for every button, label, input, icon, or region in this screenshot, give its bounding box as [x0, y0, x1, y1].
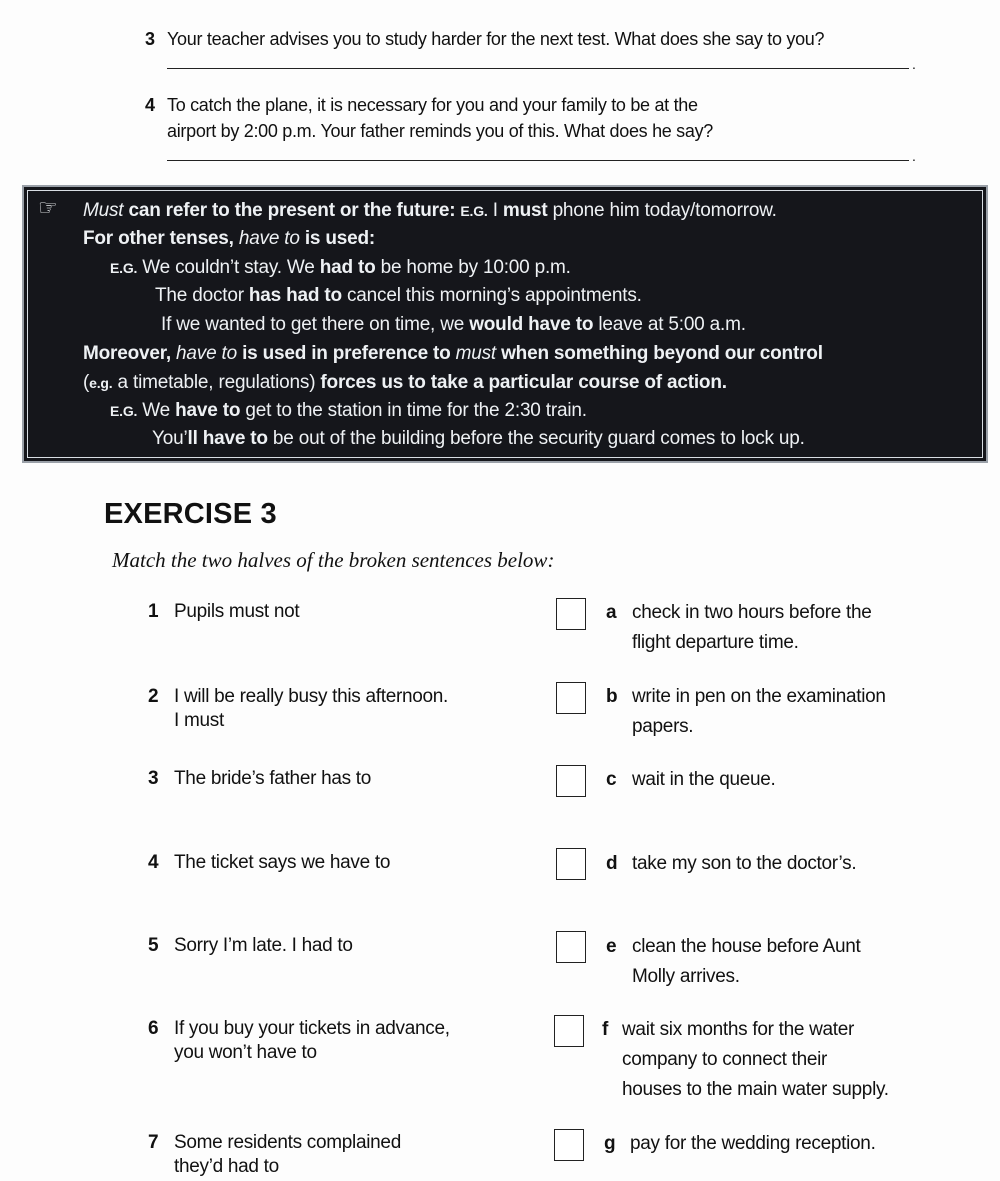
question-4 [145, 92, 713, 144]
pointing-hand-icon: ☞ [38, 195, 58, 220]
question-number: 3 [145, 29, 155, 49]
right-item-b: b write in pen on the examination papers. [606, 686, 886, 737]
note-line-6: Moreover, have to is used in preference to must when something beyond our control [83, 343, 823, 364]
left-item-7: 7 Some residents complained they’d had to [148, 1132, 401, 1177]
note-line-5: If we wanted to get there on time, we would have to leave at 5:00 a.m. [161, 314, 746, 335]
note-line-7: (e.g. a timetable, regulations) forces us to take a particular course of action. [83, 372, 727, 393]
note-line-1: Must can refer to the present or the future: E.G. I must phone him today/tomorrow. [83, 200, 777, 221]
answer-box-b[interactable] [556, 682, 586, 714]
note-line-3: E.G. We couldn’t stay. We had to be home by 10:00 p.m. [110, 257, 571, 278]
question-text-line2: airport by 2:00 p.m. Your father reminds you of this. What does he say? [167, 121, 714, 141]
right-item-g: g pay for the wedding reception. [604, 1133, 876, 1154]
answer-box-d[interactable] [556, 848, 586, 880]
answer-period: . [912, 56, 916, 72]
note-line-8: E.G. We have to get to the station in time for the 2:30 train. [110, 400, 587, 421]
question-text: Your teacher advises you to study harder for the next test. What does she say to you? [167, 29, 825, 49]
right-item-a: a check in two hours before the flight departure time. [606, 602, 872, 653]
left-item-4: 4 The ticket says we have to [148, 852, 391, 873]
exercise-title: EXERCISE 3 [104, 498, 277, 530]
answer-box-e[interactable] [556, 931, 586, 963]
answer-period: . [912, 148, 916, 164]
answer-line-3[interactable] [167, 68, 909, 69]
left-item-6: 6 If you buy your tickets in advance, you won’t have to [148, 1018, 450, 1063]
answer-box-g[interactable] [554, 1129, 584, 1161]
left-item-3: 3 The bride’s father has to [148, 768, 372, 789]
note-line-4: The doctor has had to cancel this morning’s appointments. [155, 285, 642, 306]
right-item-e: e clean the house before Aunt Molly arrives. [606, 936, 861, 987]
exercise-instruction: Match the two halves of the broken sentences below: [112, 548, 555, 572]
note-line-2: For other tenses, have to is used: [83, 228, 376, 249]
note-line-9: You’ll have to be out of the building before the security guard comes to lock up. [152, 428, 805, 449]
right-item-c: c wait in the queue. [606, 769, 776, 790]
question-number: 4 [145, 95, 155, 115]
question-text-line1: To catch the plane, it is necessary for you and your family to be at the [167, 95, 698, 115]
left-item-5: 5 Sorry I’m late. I had to [148, 935, 353, 956]
question-3 [145, 26, 824, 52]
answer-line-4[interactable] [167, 160, 909, 161]
left-item-2: 2 I will be really busy this afternoon. I must [148, 686, 449, 731]
right-item-f: f wait six months for the water company to connect their houses to the main water supply. [602, 1019, 889, 1100]
answer-box-c[interactable] [556, 765, 586, 797]
answer-box-a[interactable] [556, 598, 586, 630]
left-item-1: 1 Pupils must not [148, 601, 300, 622]
answer-box-f[interactable] [554, 1015, 584, 1047]
right-item-d: d take my son to the doctor’s. [606, 853, 857, 874]
